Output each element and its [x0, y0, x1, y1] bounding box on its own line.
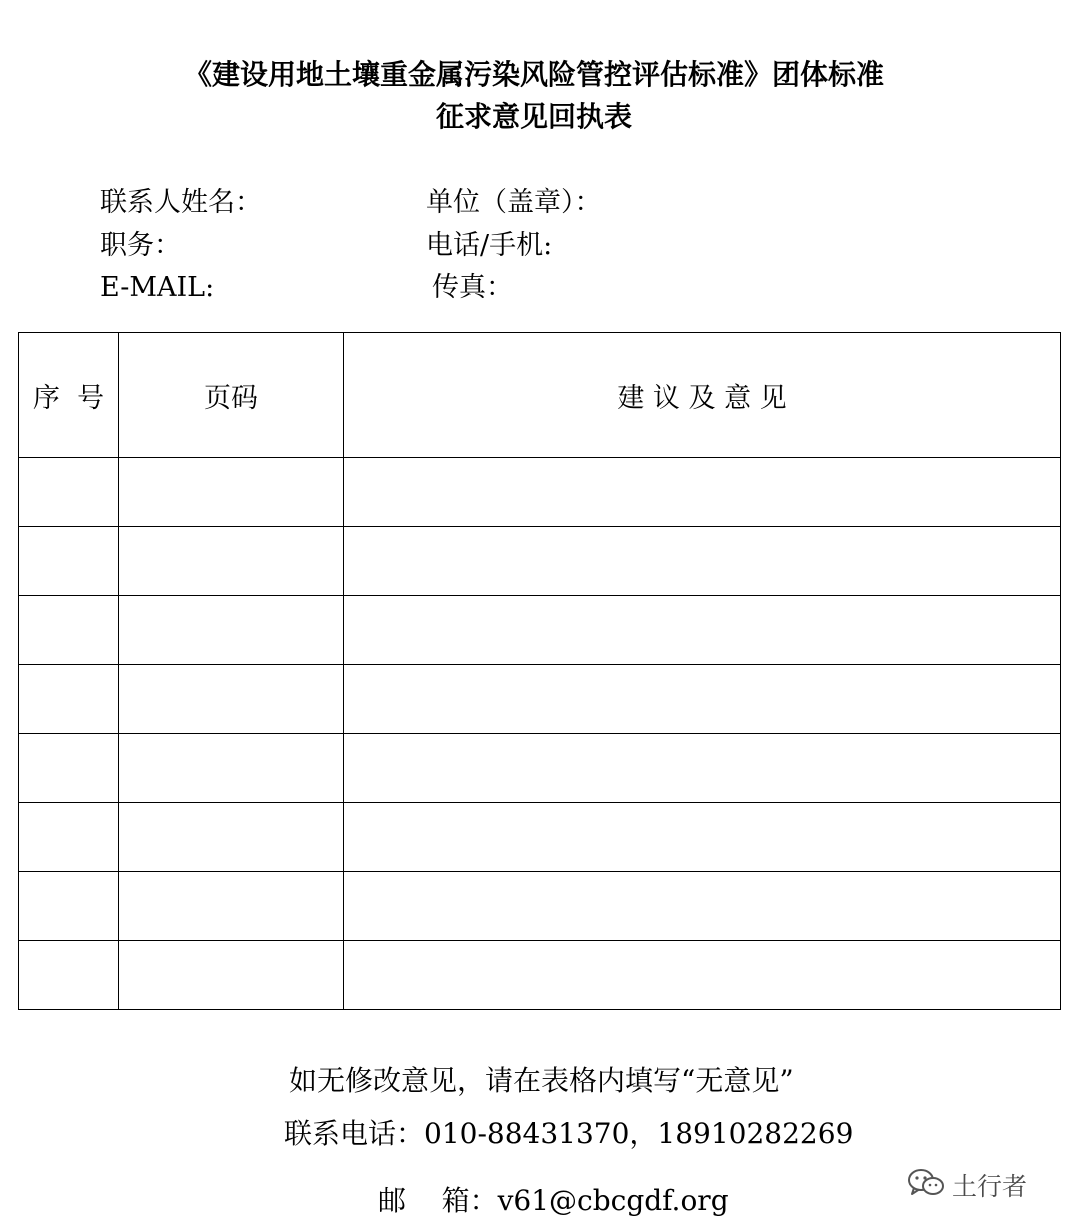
suggestion-cell[interactable]: [344, 458, 1061, 527]
serial-cell[interactable]: [19, 527, 119, 596]
page-cell[interactable]: [119, 458, 344, 527]
document-title: 《建设用地土壤重金属污染风险管控评估标准》团体标准: [183, 58, 884, 91]
serial-cell[interactable]: [19, 596, 119, 665]
serial-cell[interactable]: [19, 665, 119, 734]
feedback-table: [18, 332, 1061, 1010]
serial-cell[interactable]: [19, 803, 119, 872]
suggestion-cell[interactable]: [344, 734, 1061, 803]
serial-cell[interactable]: [19, 458, 119, 527]
suggestion-cell[interactable]: [344, 596, 1061, 665]
table-row: [19, 458, 1061, 527]
email-label: E-MAIL:: [100, 272, 215, 303]
contact-email: 邮 箱：v61@cbcgdf.org: [378, 1184, 729, 1217]
suggestion-cell[interactable]: [344, 665, 1061, 734]
suggestion-cell[interactable]: [344, 803, 1061, 872]
page-cell[interactable]: [119, 734, 344, 803]
wechat-icon: [906, 1166, 946, 1204]
table-row: [19, 734, 1061, 803]
suggestion-cell[interactable]: [344, 527, 1061, 596]
table-row: [19, 872, 1061, 941]
table-row: [19, 803, 1061, 872]
contact-name-label: 联系人姓名：: [100, 187, 262, 218]
page-cell[interactable]: [119, 803, 344, 872]
table-row: [19, 527, 1061, 596]
no-comment-note: 如无修改意见，请在表格内填写“无意见”: [289, 1064, 794, 1097]
table-body: [19, 458, 1061, 1010]
page-cell[interactable]: [119, 596, 344, 665]
table-row: [19, 941, 1061, 1010]
watermark-text: 土行者: [952, 1172, 1028, 1201]
table-row: [19, 665, 1061, 734]
position-label: 职务：: [100, 230, 181, 261]
page-cell[interactable]: [119, 941, 344, 1010]
page-cell[interactable]: [119, 527, 344, 596]
serial-cell[interactable]: [19, 872, 119, 941]
suggestion-cell[interactable]: [344, 872, 1061, 941]
header-page-number: 页码: [119, 333, 344, 458]
unit-stamp-label: 单位（盖章）：: [426, 187, 602, 218]
header-serial-number: 序 号: [19, 333, 119, 458]
suggestion-cell[interactable]: [344, 941, 1061, 1010]
page-cell[interactable]: [119, 665, 344, 734]
contact-phone: 联系电话：010-88431370，18910282269: [284, 1117, 854, 1150]
header-suggestions: 建 议 及 意 见: [344, 333, 1061, 458]
document-subtitle: 征求意见回执表: [435, 100, 632, 133]
serial-cell[interactable]: [19, 941, 119, 1010]
phone-label: 电话/手机:: [426, 230, 553, 261]
page-cell[interactable]: [119, 872, 344, 941]
table-header-row: [19, 333, 1061, 458]
serial-cell[interactable]: [19, 734, 119, 803]
fax-label: 传真：: [432, 272, 513, 303]
table-row: [19, 596, 1061, 665]
watermark: [906, 1166, 1027, 1204]
